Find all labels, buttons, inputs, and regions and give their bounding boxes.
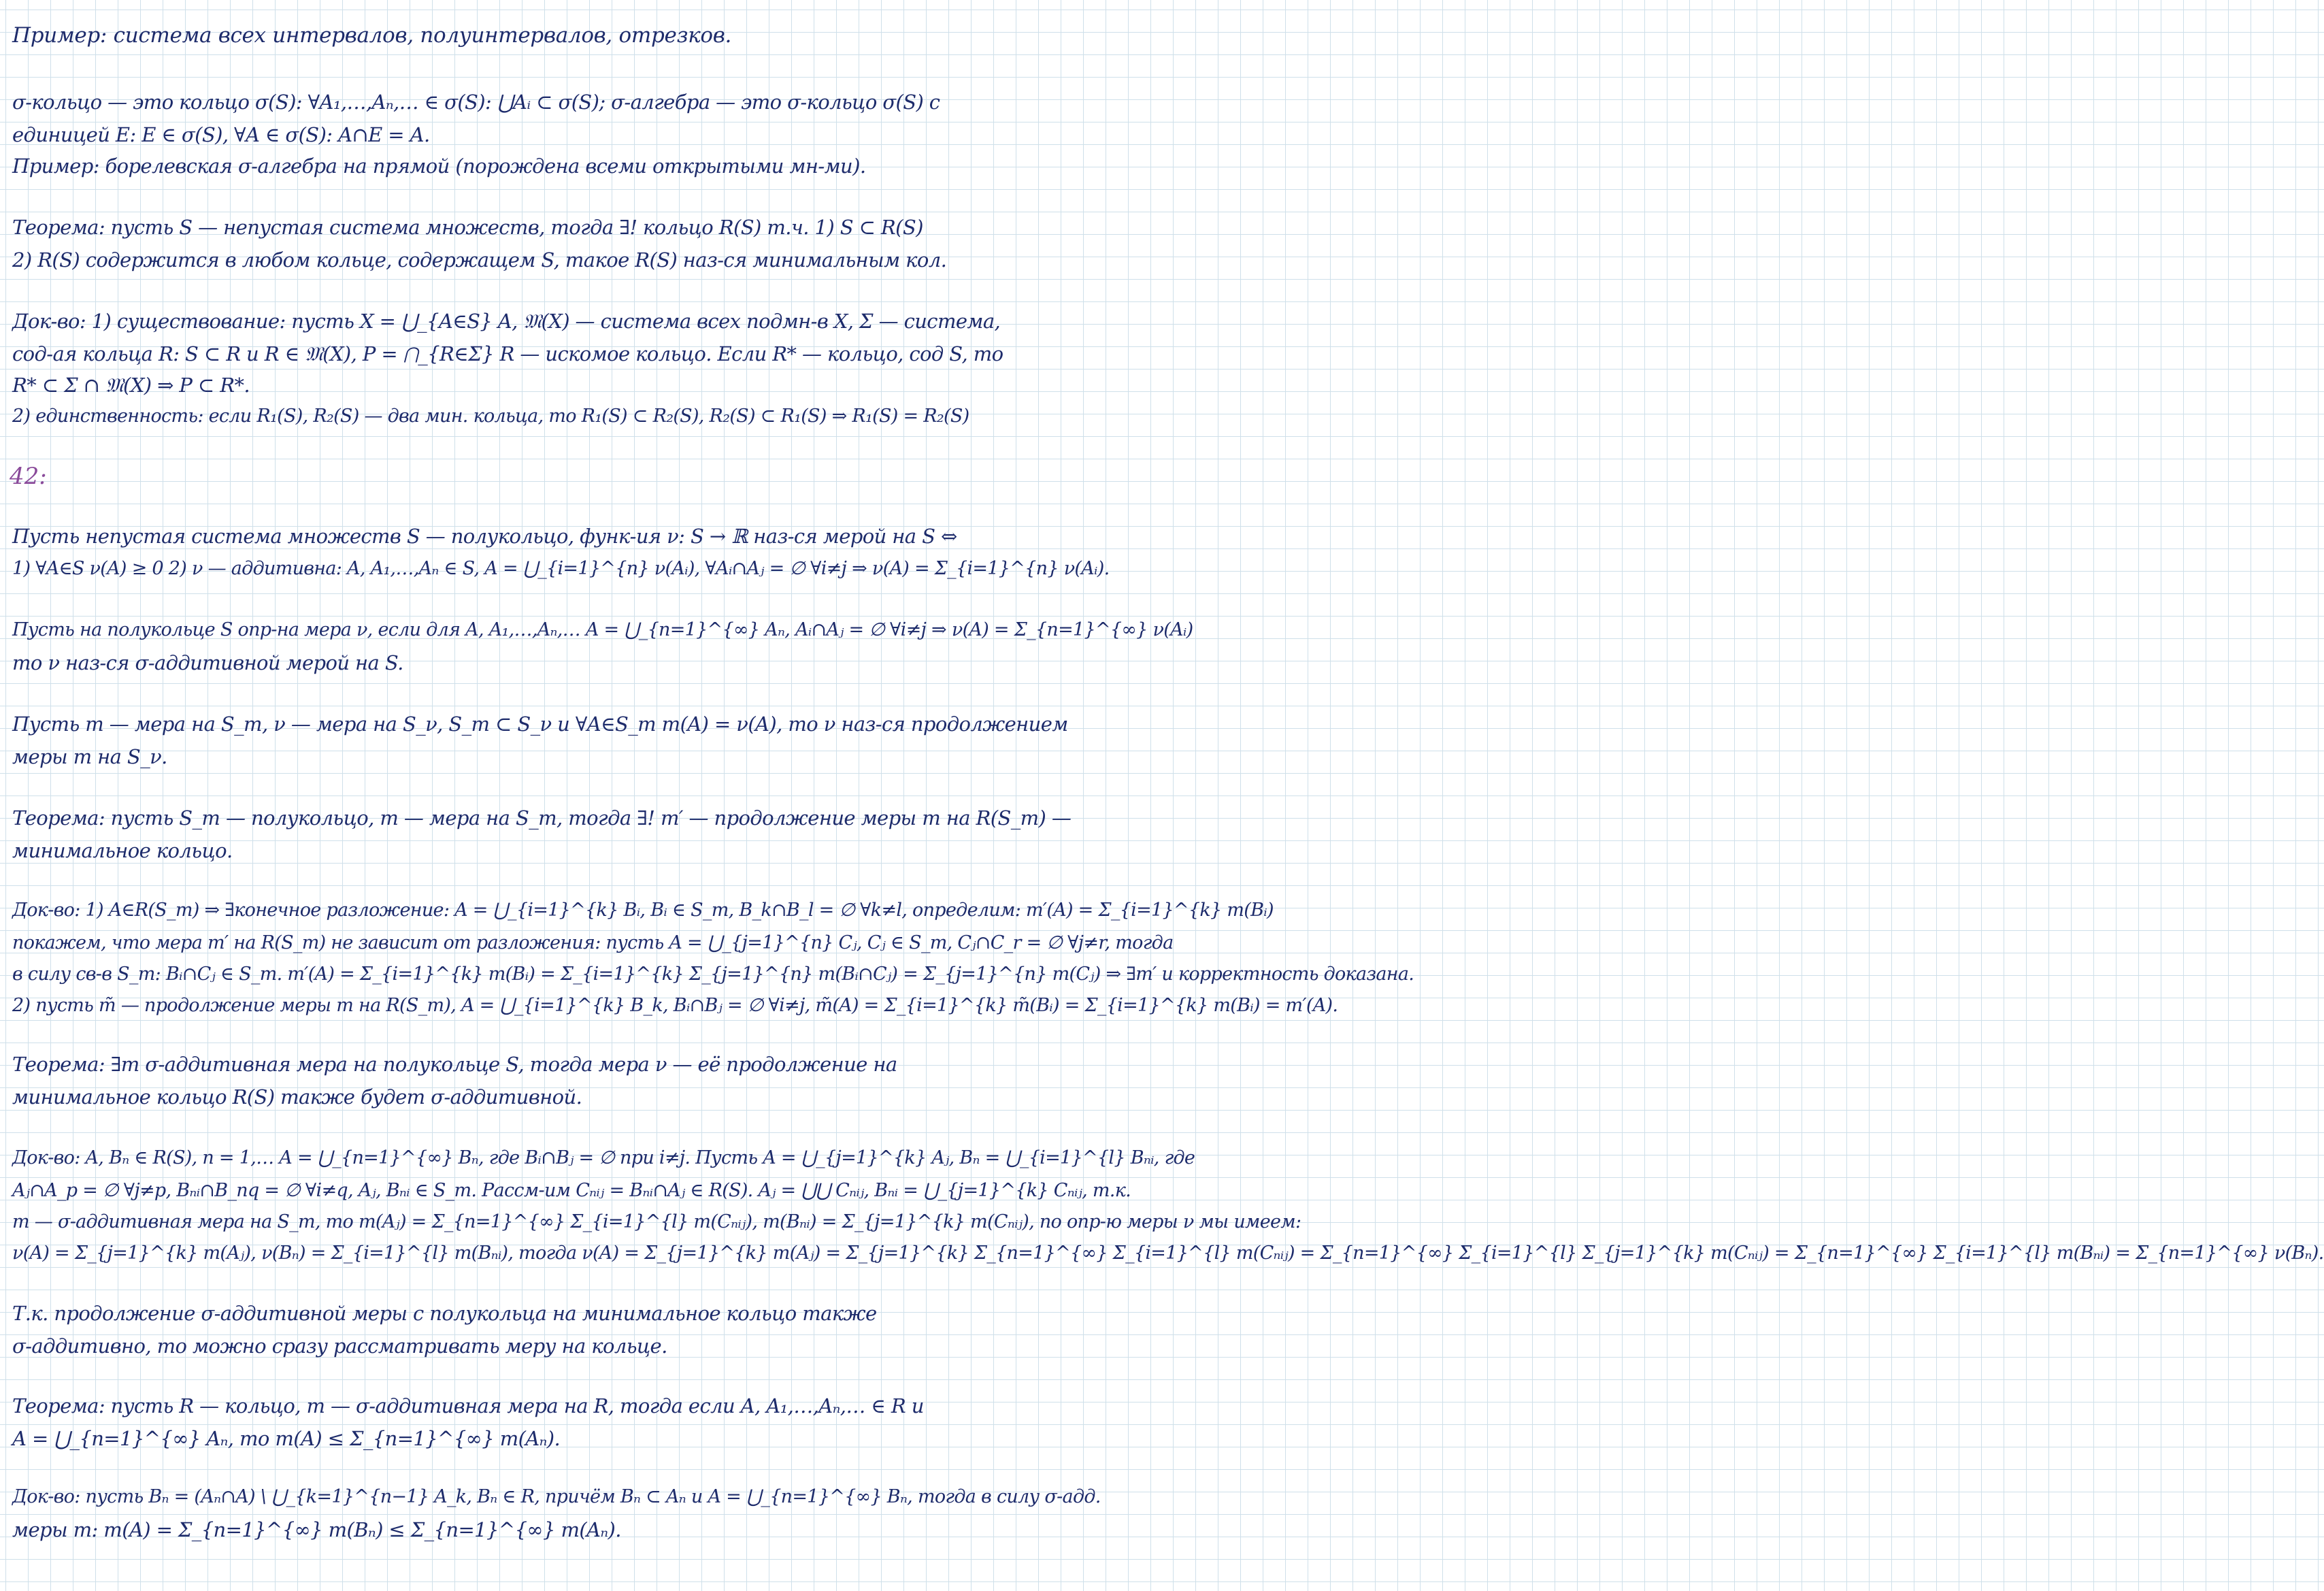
text-line: Т.к. продолжение σ-аддитивной меры с полукольца на минимальное кольцо также — [12, 1302, 877, 1325]
text-line: покажем, что мера m′ на R(S_m) не зависит от разложения: пусть A = ⋃_{j=1}^{n} Cⱼ, Cⱼ ∈ S_m, Cⱼ∩C_r = ∅ ∀j≠r, тогда — [12, 932, 1174, 953]
text-line: меры m: m(A) = Σ_{n=1}^{∞} m(Bₙ) ≤ Σ_{n=1}^{∞} m(Aₙ). — [12, 1518, 621, 1541]
text-line: то ν наз-ся σ-аддитивной мерой на S. — [12, 651, 403, 674]
text-line: Теорема: пусть S_m — полукольцо, m — мера на S_m, тогда ∃! m′ — продолжение меры m на R(S_m) — — [12, 806, 1072, 830]
text-line: Aⱼ∩A_p = ∅ ∀j≠p, Bₙᵢ∩B_nq = ∅ ∀i≠q, Aⱼ, Bₙᵢ ∈ S_m. Рассм-им Cₙᵢⱼ = Bₙᵢ∩Aⱼ ∈ R(S). Aⱼ = ⋃⋃ Cₙᵢⱼ, Bₙᵢ = ⋃_{j=1}^{k} Cₙᵢⱼ, т.к. — [12, 1180, 1131, 1201]
text-line: минимальное кольцо R(S) также будет σ-аддитивной. — [12, 1085, 582, 1109]
text-line: Док-во: 1) A∈R(S_m) ⇒ ∃конечное разложение: A = ⋃_{i=1}^{k} Bᵢ, Bᵢ ∈ S_m, B_k∩B_l = ∅ ∀k≠l, определим: m′(A) = Σ_{i=1}^{k} m(Bᵢ) — [12, 900, 1274, 921]
text-line: ν(A) = Σ_{j=1}^{k} m(Aⱼ), ν(Bₙ) = Σ_{i=1}^{l} m(Bₙᵢ), тогда ν(A) = Σ_{j=1}^{k} m(Aⱼ) = Σ_{j=1}^{k} Σ_{n=1}^{∞} Σ_{i=1}^{l} m(Cₙᵢⱼ) = Σ_{n=1}^{∞} Σ_{i=1}^{l} Σ_{j=1}^{k} m(Cₙᵢⱼ) = Σ_{n=1}^{∞} Σ_{i=1}^{l} m(Bₙᵢ) = Σ_{n=1}^{∞} ν(Bₙ). — [12, 1243, 2324, 1264]
text-line: Док-во: 1) существование: пусть X = ⋃_{A∈S} A, 𝔐(X) — система всех подмн-в X, Σ — система, — [12, 310, 1001, 333]
text-line: меры m на S_ν. — [12, 745, 167, 768]
text-line: R* ⊂ Σ ∩ 𝔐(X) ⇒ P ⊂ R*. — [12, 374, 250, 397]
text-line: Пусть m — мера на S_m, ν — мера на S_ν, S_m ⊂ S_ν и ∀A∈S_m m(A) = ν(A), то ν наз-ся продолжением — [12, 712, 1068, 736]
text-line: минимальное кольцо. — [12, 839, 233, 862]
text-line: Теорема: ∃m σ-аддитивная мера на полукольце S, тогда мера ν — её продолжение на — [12, 1053, 897, 1076]
text-line: 1) ∀A∈S ν(A) ≥ 0 2) ν — аддитивна: A, A₁,…,Aₙ ∈ S, A = ⋃_{i=1}^{n} ν(Aᵢ), ∀Aᵢ∩Aⱼ = ∅ ∀i≠j ⇒ ν(A) = Σ_{i=1}^{n} ν(Aᵢ). — [12, 558, 1110, 579]
text-line: σ-кольцо — это кольцо σ(S): ∀A₁,…,Aₙ,… ∈ σ(S): ⋃Aᵢ ⊂ σ(S); σ-алгебра — это σ-кольцо σ(S) с — [12, 91, 940, 114]
text-line: 2) единственность: если R₁(S), R₂(S) — два мин. кольца, то R₁(S) ⊂ R₂(S), R₂(S) ⊂ R₁(S) ⇒ R₁(S) = R₂(S) — [12, 406, 969, 427]
text-line: единицей E: E ∈ σ(S), ∀A ∈ σ(S): A∩E = A. — [12, 123, 430, 146]
text-line: Теорема: пусть S — непустая система множеств, тогда ∃! кольцо R(S) т.ч. 1) S ⊂ R(S) — [12, 216, 923, 239]
text-line: Теорема: пусть R — кольцо, m — σ-аддитивная мера на R, тогда если A, A₁,…,Aₙ,… ∈ R и — [12, 1394, 924, 1417]
text-line: m — σ-аддитивная мера на S_m, то m(Aⱼ) = Σ_{n=1}^{∞} Σ_{i=1}^{l} m(Cₙᵢⱼ), m(Bₙᵢ) = Σ_{j=1}^{k} m(Cₙᵢⱼ), по опр-ю меры ν мы имеем: — [12, 1211, 1301, 1232]
text-line: Док-во: пусть Bₙ = (Aₙ∩A) \ ⋃_{k=1}^{n−1} A_k, Bₙ ∈ R, причём Bₙ ⊂ Aₙ и A = ⋃_{n=1}^{∞} Bₙ, тогда в силу σ-адд. — [12, 1486, 1101, 1507]
text-line: 2) R(S) содержится в любом кольце, содержащем S, такое R(S) наз-ся минимальным кол. — [12, 248, 947, 272]
text-line: в силу св-в S_m: Bᵢ∩Cⱼ ∈ S_m. m′(A) = Σ_{i=1}^{k} m(Bᵢ) = Σ_{i=1}^{k} Σ_{j=1}^{n} m(Bᵢ∩Cⱼ) = Σ_{j=1}^{n} m(Cⱼ) ⇒ ∃m′ и корректность доказана. — [12, 964, 1414, 985]
text-line: A = ⋃_{n=1}^{∞} Aₙ, то m(A) ≤ Σ_{n=1}^{∞} m(Aₙ). — [12, 1427, 561, 1450]
text-line: σ-аддитивно, то можно сразу рассматривать меру на кольце. — [12, 1334, 667, 1358]
text-line: Пусть непустая система множеств S — полукольцо, функ-ия ν: S → ℝ наз-ся мерой на S ⇔ — [12, 525, 957, 548]
section-number: 42: — [10, 463, 47, 490]
text-line: Док-во: A, Bₙ ∈ R(S), n = 1,… A = ⋃_{n=1}^{∞} Bₙ, где Bᵢ∩Bⱼ = ∅ при i≠j. Пусть A = ⋃_{j=1}^{k} Aⱼ, Bₙ = ⋃_{i=1}^{l} Bₙᵢ, где — [12, 1147, 1195, 1168]
text-line: Пусть на полукольце S опр-на мера ν, если для A, A₁,…,Aₙ,… A = ⋃_{n=1}^{∞} Aₙ, Aᵢ∩Aⱼ = ∅ ∀i≠j ⇒ ν(A) = Σ_{n=1}^{∞} ν(Aᵢ) — [12, 619, 1193, 640]
text-line: Пример: система всех интервалов, полуинтервалов, отрезков. — [12, 23, 732, 48]
text-line: сод-ая кольца R: S ⊂ R и R ∈ 𝔐(X), P = ⋂_{R∈Σ} R — искомое кольцо. Если R* — кольцо, сод S, то — [12, 342, 1003, 365]
text-line: 2) пусть m̃ — продолжение меры m на R(S_m), A = ⋃_{i=1}^{k} B_k, Bᵢ∩Bⱼ = ∅ ∀i≠j, m̃(A) = Σ_{i=1}^{k} m̃(Bᵢ) = Σ_{i=1}^{k} m(Bᵢ) = m′(A). — [12, 995, 1338, 1016]
text-line: Пример: борелевская σ-алгебра на прямой (порождена всеми открытыми мн-ми). — [12, 154, 866, 178]
